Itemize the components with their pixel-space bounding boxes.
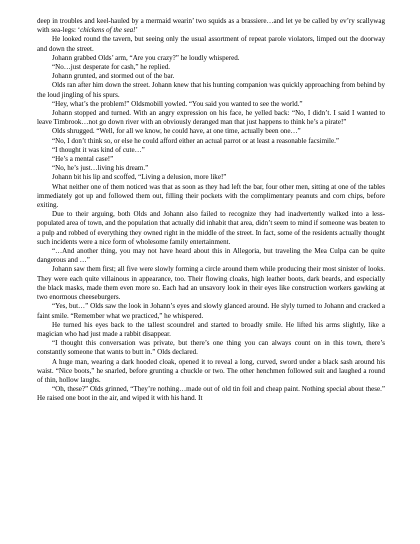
paragraph-text: Johann stopped and turned. With an angry expression on his face, he yelled back: “No, I didn’t. I said I wanted to leave Timbrook…not go down river with an obviously deranged man that just happens to think he’s a pirate!” [37, 109, 385, 127]
paragraph [37, 100, 385, 109]
paragraph [37, 302, 385, 320]
paragraph [37, 17, 385, 35]
paragraph-text: “Yes, but…” Olds saw the look in Johann’s eyes and slowly glanced around. He slyly turned to Johann and cracked a faint smile. “Remember what we practiced,” he whispered. [37, 302, 385, 320]
paragraph-text: Olds ran after him down the street. Johann knew that his hunting companion was quickly approaching from behind by the loud jingling of his spurs. [37, 81, 385, 99]
paragraph-text: A huge man, wearing a dark hooded cloak, opened it to reveal a long, curved, sword under a black sash around his waist. “Nice boots,” he snarled, before grunting a chuckle or two. The other henchmen followed suit and laughed a round of thin, hollow laughs. [37, 357, 385, 384]
book-page [37, 17, 385, 404]
paragraph [37, 321, 385, 339]
paragraph-text: Olds shrugged. “Well, for all we know, he could have, at one time, actually been one…” [52, 127, 301, 136]
paragraph [37, 63, 385, 72]
paragraph [37, 265, 385, 302]
italic-phrase: chickens of the sea! [80, 26, 136, 35]
paragraph-text: “Oh, these?” Olds grinned, “They’re nothing…made out of old tin foil and cheap paint. Nothing special about these.” He raised one boot in the air, and wiped it with his hand. It [37, 385, 385, 403]
paragraph-text: Johann grabbed Olds’ arm, “Are you crazy?” he loudly whispered. [52, 53, 240, 62]
paragraph [37, 339, 385, 357]
paragraph [37, 183, 385, 211]
paragraph [37, 54, 385, 63]
paragraph-text: “No, he’s just…living his dream.” [52, 164, 149, 173]
paragraph-text: “He’s a mental case!” [52, 155, 114, 164]
paragraph [37, 146, 385, 155]
paragraph [37, 173, 385, 182]
paragraph-text: What neither one of them noticed was that as soon as they had left the bar, four other men, sitting at one of the tables immediately got up and followed them out, filling their pockets with the complimentary peanuts and corn chips, before exiting. [37, 182, 385, 210]
paragraph [37, 109, 385, 127]
paragraph [37, 155, 385, 164]
paragraph [37, 137, 385, 146]
paragraph-text: Due to their arguing, both Olds and Johann also failed to recognize they had inadvertently walked into a less-populated area of town, and the population that actually did inhabit that area, didn’t seem to mind if someone was beaten to a pulp and robbed of everything they owned right in the middle of the street. In fact, some of the residents actually thought such incidents were a nice form of wholesome family entertainment. [37, 210, 386, 246]
paragraph-text-tail: ’ [135, 26, 138, 35]
paragraph-text: Johann saw them first; all five were slowly forming a circle around them while producing their most sinister of looks. They were each quite villainous in appearance, too. Their flowing cloaks, high leather boots, dark beards, and especially the black masks, made them even more so. Each had an unsavory look in their eyes like construction workers gawking at two enormous cheeseburgers. [37, 265, 385, 302]
paragraph-text: deep in troubles and keel-hauled by a mermaid wearin’ two squids as a brassiere…and let ye be called by ev’ry scallywag with sea-legs: ‘ [37, 17, 385, 35]
paragraph-text: “I thought it was kind of cute…” [52, 145, 145, 154]
paragraph-text: Johann bit his lip and scoffed, “Living a delusion, more like!” [52, 173, 227, 182]
paragraph [37, 164, 385, 173]
paragraph-text: Johann grunted, and stormed out of the bar. [52, 72, 175, 81]
paragraph-text: He turned his eyes back to the tallest scoundrel and started to broadly smile. He lifted his arms slightly, like a magician who had just made a rabbit disappear. [37, 320, 385, 338]
paragraph [37, 358, 385, 386]
paragraph-text: “No…just desperate for cash,” he replied. [52, 63, 170, 72]
paragraph [37, 210, 385, 247]
paragraph-text: “…And another thing, you may not have heard about this in Allegoria, but traveling the Mea Culpa can be quite dangerous and …” [37, 247, 385, 265]
paragraph [37, 127, 385, 136]
paragraph-text: “I thought this conversation was private, but there’s one thing you can always count on in this town, there’s constantly someone that wants to butt in.” Olds declared. [37, 339, 385, 357]
paragraph-text: “No, I don’t think so, or else he could afford either an actual parrot or at least a reasonable facsimile.” [52, 136, 339, 145]
paragraph [37, 35, 385, 53]
paragraph-text: “Hey, what’s the problem!” Oldsmobill yowled. “You said you wanted to see the world.” [52, 99, 303, 108]
paragraph-text: He looked round the tavern, but seeing only the usual assortment of repeat parole violators, limped out the doorway and down the street. [37, 35, 385, 53]
paragraph [37, 72, 385, 81]
paragraph [37, 247, 385, 265]
paragraph [37, 385, 385, 403]
paragraph [37, 81, 385, 99]
